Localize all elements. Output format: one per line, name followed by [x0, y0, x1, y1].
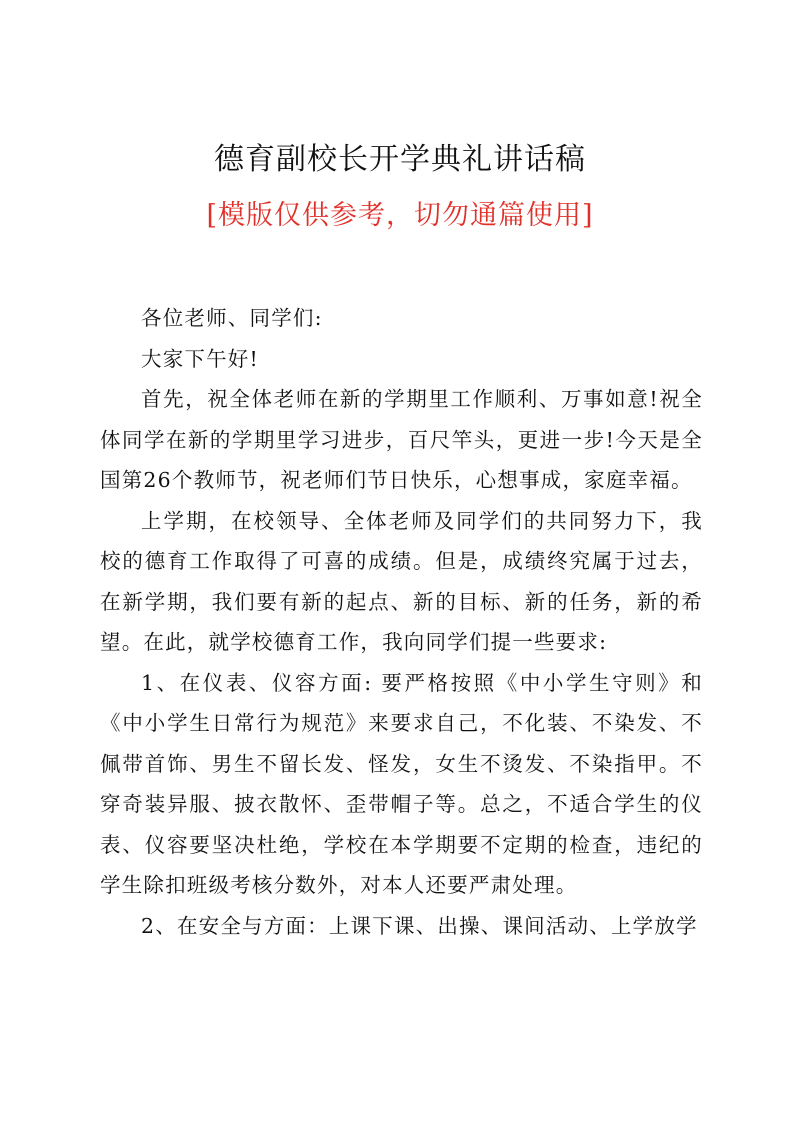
- requirement-2-paragraph: 2、在安全与方面：上课下课、出操、课间活动、上学放学: [141, 913, 698, 938]
- greeting-paragraph: 大家下午好!: [141, 346, 259, 371]
- opening-paragraph: 首先，祝全体老师在新的学期里工作顺利、万事如意!祝全体同学在新的学期里学习进步，百尺竿头，更进一步!今天是全国第26个教师节，祝老师们节日快乐，心想事成，家庭幸福。: [100, 387, 703, 492]
- document-title: 德育副校长开学典礼讲话稿: [214, 142, 586, 177]
- template-disclaimer: [模版仅供参考，切勿通篇使用]: [206, 200, 594, 231]
- review-paragraph: 上学期，在校领导、全体老师及同学们的共同努力下，我校的德育工作取得了可喜的成绩。但是，成绩终究属于过去，在新学期，我们要有新的起点、新的目标、新的任务，新的希望。在此，就学校德育工作，我向同学们提一些要求:: [100, 508, 703, 654]
- requirement-1-paragraph: 1、在仪表、仪容方面: 要严格按照《中小学生守则》和《中小学生日常行为规范》来要求自己，不化装、不染发、不佩带首饰、男生不留长发、怪发，女生不烫发、不染指甲。不穿奇装异服、披衣散怀、歪带帽子等。总之，不适合学生的仪表、仪容要坚决杜绝，学校在本学期要不定期的检查，违纪的学生除扣班级考核分数外，对本人还要严肃处理。: [100, 670, 703, 897]
- salutation-paragraph: 各位老师、同学们:: [141, 306, 323, 330]
- document-body: [100, 298, 703, 946]
